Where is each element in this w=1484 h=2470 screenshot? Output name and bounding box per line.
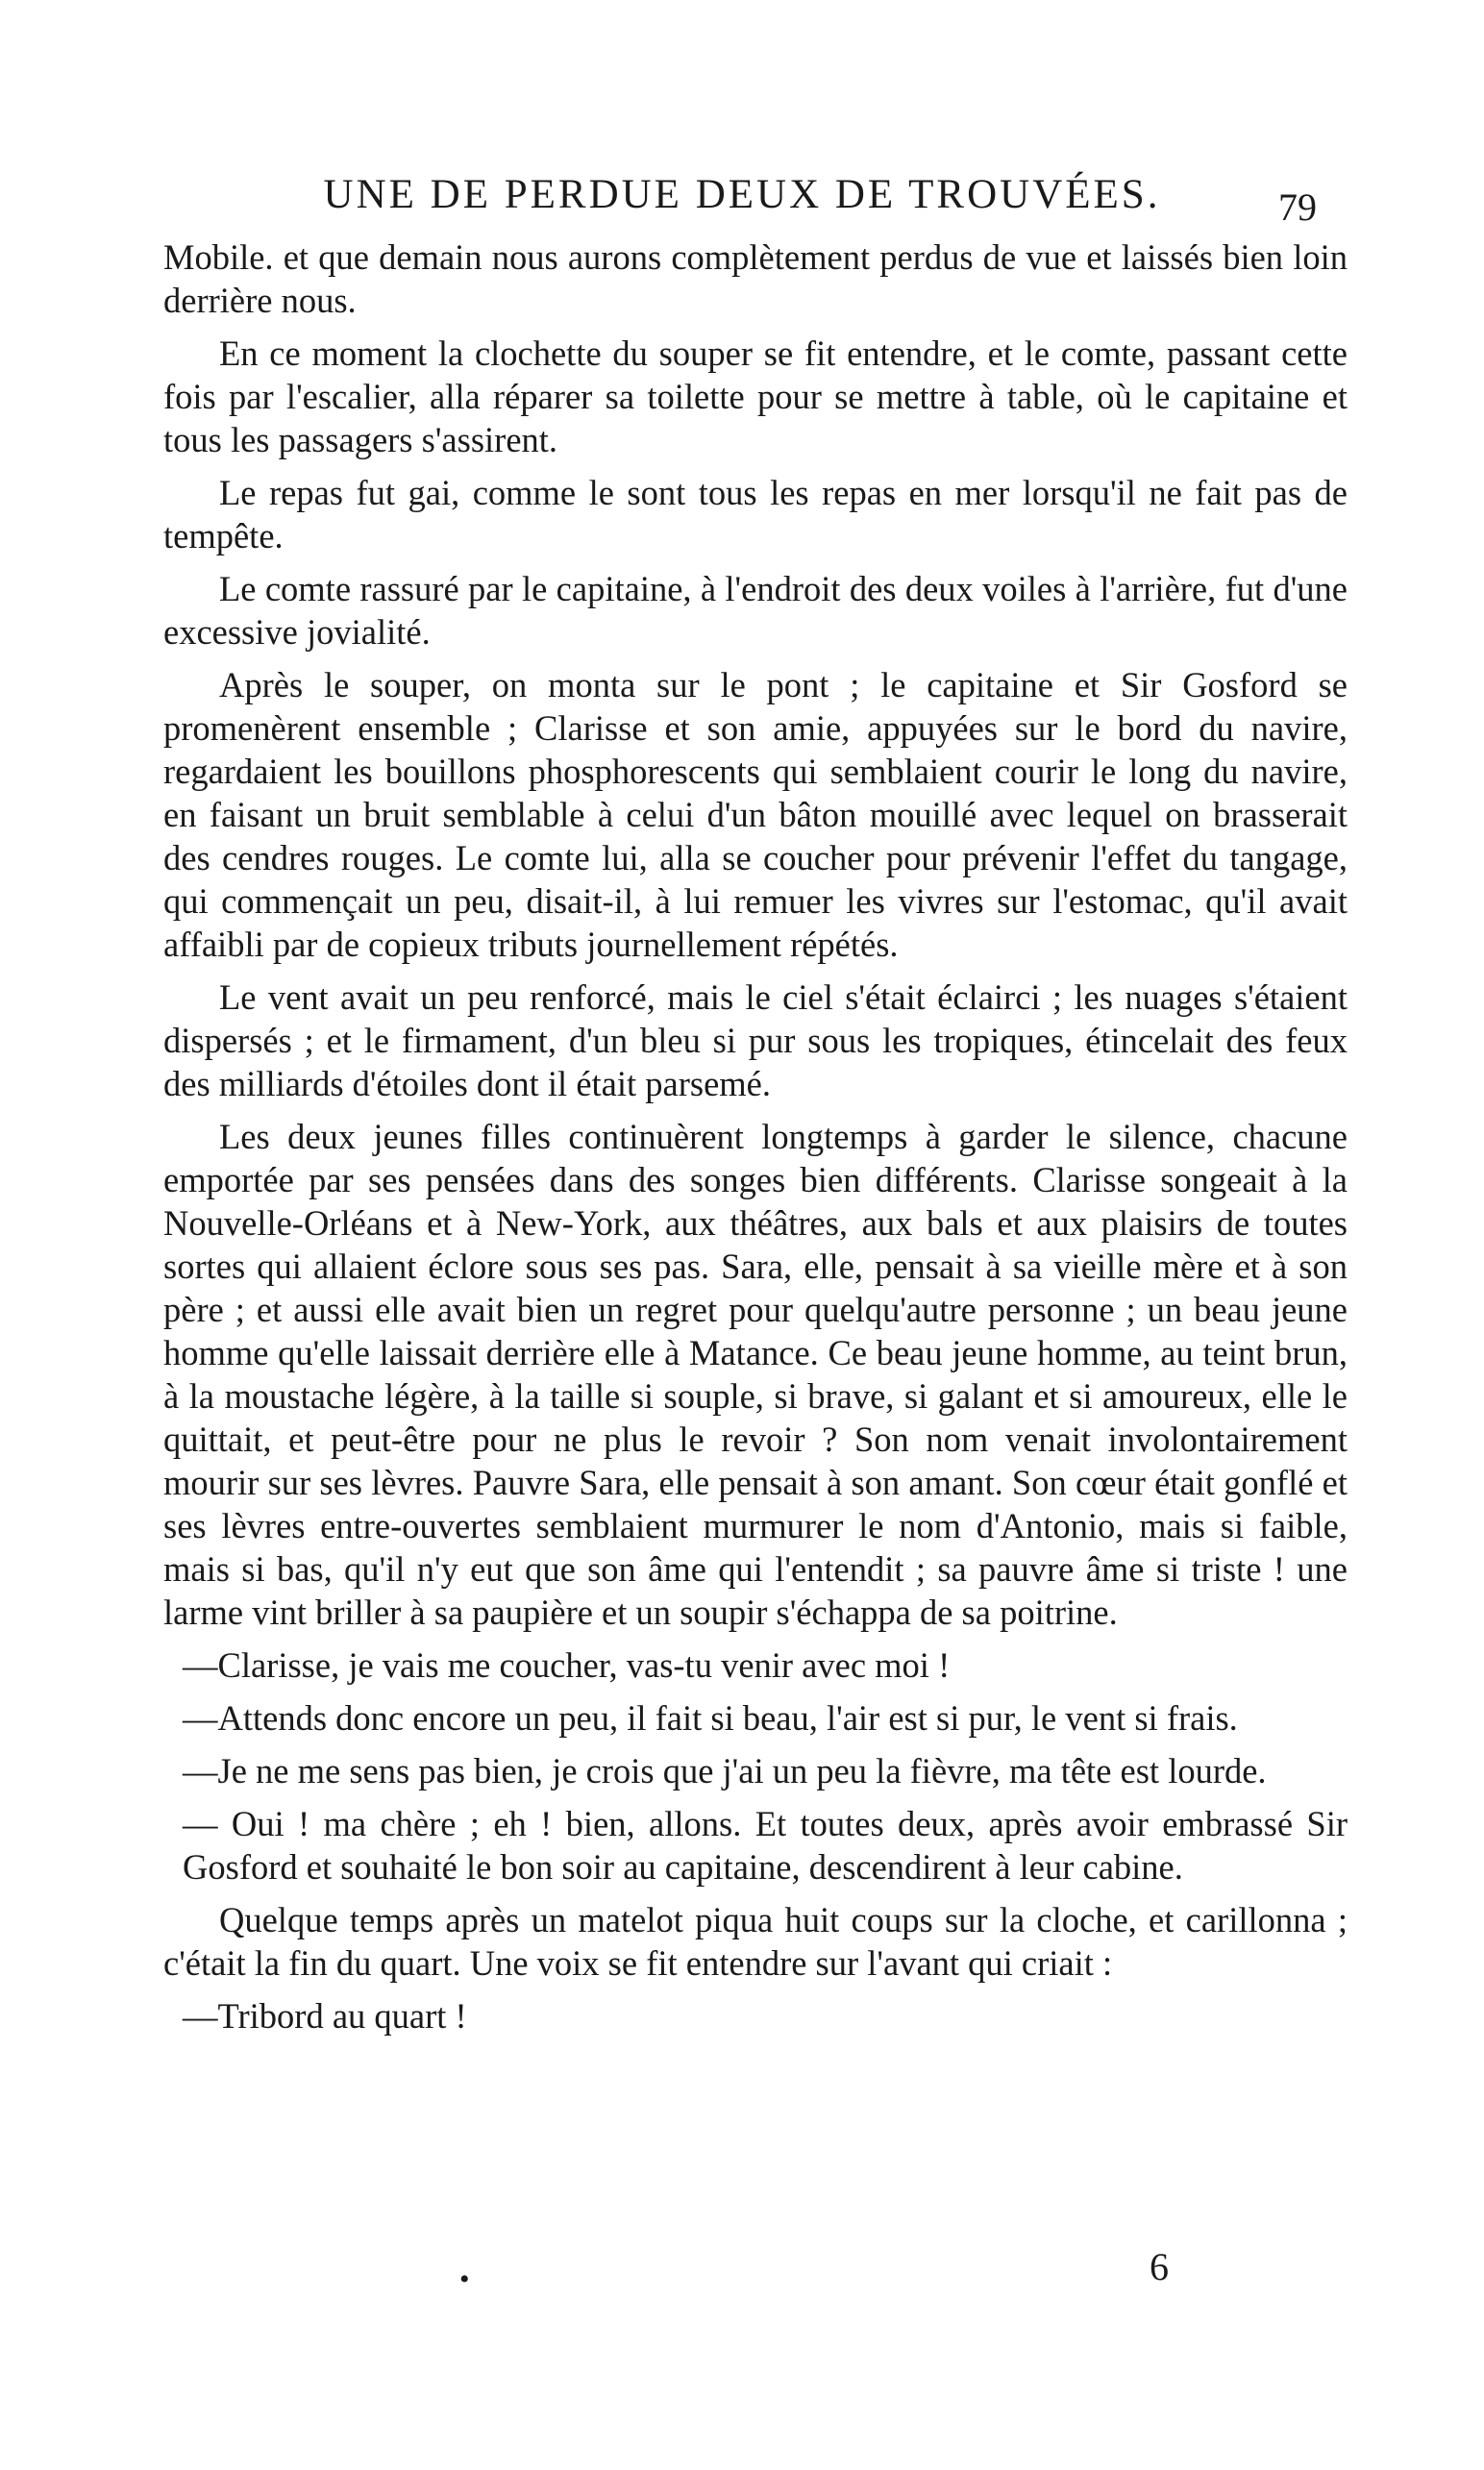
footer-mark: • <box>459 2263 470 2295</box>
signature-mark: 6 <box>1150 2245 1169 2288</box>
paragraph: En ce moment la clochette du souper se fit entendre, et le comte, passant cette fois par l'escalier, alla réparer sa toilette pour se mettre à table, où le capitaine et tous les passagers s'assirent. <box>163 333 1348 459</box>
paragraph: Les deux jeunes filles continuèrent longtemps à garder le silence, chacune emportée par ses pensées dans des songes bien différents. Clarisse songeait à la Nouvelle-Orléans et à New-York, aux théâtres, aux bals et aux plaisirs de toutes sortes qui allaient éclore sous ses pas. Sara, elle, pensait à sa vieille mère et à son père ; et aussi elle avait bien un regret pour quelqu'autre personne ; un beau jeune homme qu'elle laissait derrière elle à Matance. Ce beau jeune homme, au teint brun, à la moustache légère, à la taille si souple, si brave, si galant et si amoureux, elle le quittait, et peut-être pour ne plus le revoir ? Son nom venait involontairement mourir sur ses lèvres. Pauvre Sara, elle pensait à son amant. Son cœur était gonflé et ses lèvres entre-ouvertes semblaient murmurer le nom d'Antonio, mais si faible, mais si bas, qu'il n'y eut que son âme qui l'entendit ; sa pauvre âme si triste ! une larme vint briller à sa paupière et un soupir s'échappa de sa poitrine. <box>163 1117 1348 1632</box>
dialogue-line: —Je ne me sens pas bien, je crois que j'ai un peu la fièvre, ma tête est lourde. <box>183 1751 1267 1791</box>
page-body <box>163 235 1348 2047</box>
paragraph: Après le souper, on monta sur le pont ; le capitaine et Sir Gosford se promenèrent ensemble ; Clarisse et son amie, appuyées sur le bord du navire, regardaient les bouillons phosphorescents qui semblaient courir le long du navire, en faisant un bruit semblable à celui d'un bâton mouillé avec lequel on brasserait des cendres rouges. Le comte lui, alla se coucher pour prévenir l'effet du tangage, qui commençait un peu, disait-il, à lui remuer les vivres sur l'estomac, qu'il avait affaibli par de copieux tributs journellement répétés. <box>163 665 1348 964</box>
paragraph: Le repas fut gai, comme le sont tous les repas en mer lorsqu'il ne fait pas de tempête. <box>163 473 1348 556</box>
page-number: 79 <box>1278 185 1317 229</box>
dialogue-line: —Clarisse, je vais me coucher, vas-tu venir avec moi ! <box>183 1645 951 1685</box>
dialogue-line: — Oui ! ma chère ; eh ! bien, allons. Et toutes deux, après avoir embrassé Sir Gosford et souhaité le bon soir au capitaine, descendirent à leur cabine. <box>183 1804 1348 1887</box>
paragraph: Quelque temps après un matelot piqua huit coups sur la cloche, et carillonna ; c'était la fin du quart. Une voix se fit entendre sur l'avant qui criait : <box>163 1900 1348 1983</box>
running-title: UNE DE PERDUE DEUX DE TROUVÉES. <box>323 172 1161 217</box>
paragraph: Le comte rassuré par le capitaine, à l'endroit des deux voiles à l'arrière, fut d'une excessive jovialité. <box>163 569 1348 652</box>
dialogue-line: —Tribord au quart ! <box>183 1996 467 2036</box>
dialogue-line: —Attends donc encore un peu, il fait si beau, l'air est si pur, le vent si frais. <box>183 1698 1238 1738</box>
paragraph: Le vent avait un peu renforcé, mais le ciel s'était éclairci ; les nuages s'étaient dispersés ; et le firmament, d'un bleu si pur sous les tropiques, étincelait des feux des milliards d'étoiles dont il était parsemé. <box>163 977 1348 1103</box>
paragraph: Mobile. et que demain nous aurons complètement perdus de vue et laissés bien loin derrière nous. <box>163 237 1348 320</box>
